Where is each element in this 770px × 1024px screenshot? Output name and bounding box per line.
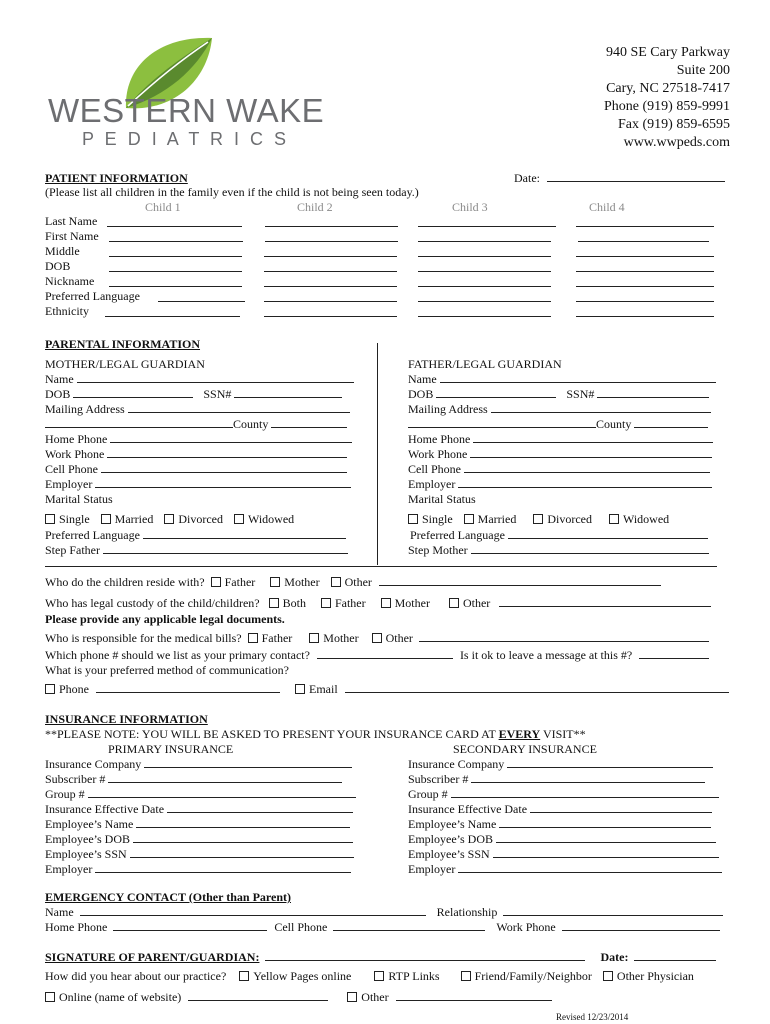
ssn-label: SSN# xyxy=(203,387,232,401)
patient-info-title: PATIENT INFORMATION xyxy=(45,171,188,185)
step-father-field[interactable] xyxy=(103,544,348,554)
father-single-checkbox[interactable] xyxy=(408,514,418,524)
field-label: Employee’s DOB xyxy=(408,832,493,846)
logo-sub: P E D I A T R I C S xyxy=(82,129,290,149)
ins-row xyxy=(408,847,728,862)
secondary-employee-ssn-field[interactable] xyxy=(493,848,719,858)
child-1-field[interactable] xyxy=(105,307,240,317)
field-label: Employer xyxy=(408,862,456,876)
comm-phone-field[interactable] xyxy=(96,683,280,693)
mother-home-phone-row xyxy=(45,432,360,447)
revised-date: Revised 12/23/2014 xyxy=(556,1012,629,1022)
ins-row xyxy=(408,817,728,832)
secondary-employee-dob-field[interactable] xyxy=(496,833,716,843)
secondary-company-field[interactable] xyxy=(507,758,713,768)
father-county-field[interactable] xyxy=(634,418,708,428)
child-2-field[interactable] xyxy=(264,247,397,257)
note-text: VISIT** xyxy=(540,727,586,741)
reside-other-field[interactable] xyxy=(379,576,661,586)
table-row xyxy=(45,259,735,274)
child-4-field[interactable] xyxy=(576,292,714,302)
option-label: Father xyxy=(334,596,366,610)
bills-mother-checkbox[interactable] xyxy=(309,633,319,643)
other-field[interactable] xyxy=(396,991,552,1001)
online-row xyxy=(45,990,552,1005)
primary-group-field[interactable] xyxy=(88,788,356,798)
cell-phone-label: Cell Phone xyxy=(274,920,328,934)
father-marital-options xyxy=(408,512,728,527)
secondary-effective-date-field[interactable] xyxy=(530,803,712,813)
mother-employer-field[interactable] xyxy=(95,478,351,488)
name-label: Name xyxy=(45,372,74,386)
child-3-field[interactable] xyxy=(418,277,551,287)
child-1-field[interactable] xyxy=(109,232,243,242)
hear-yellow-pages-checkbox[interactable] xyxy=(239,971,249,981)
note-text: **PLEASE NOTE: YOU WILL BE ASKED TO PRESENT YOUR INSURANCE CARD AT xyxy=(45,727,499,741)
father-name-row xyxy=(408,372,728,387)
mailing-label: Mailing Address xyxy=(45,402,125,416)
ssn-label: SSN# xyxy=(566,387,595,401)
address-line: 940 SE Cary Parkway xyxy=(605,45,730,60)
section-divider xyxy=(45,566,717,567)
hear-row xyxy=(45,969,694,984)
mother-single-checkbox[interactable] xyxy=(45,514,55,524)
primary-subscriber-field[interactable] xyxy=(108,773,342,783)
primary-employer-field[interactable] xyxy=(95,863,351,873)
primary-phone-row xyxy=(45,648,709,663)
child-4-header: Child 4 xyxy=(589,200,625,214)
reside-mother-checkbox[interactable] xyxy=(270,577,280,587)
cell-phone-label: Cell Phone xyxy=(45,462,98,476)
bills-row xyxy=(45,631,709,646)
mother-cell-phone-row xyxy=(45,462,360,477)
option-label: Both xyxy=(282,596,306,610)
communication-label: What is your preferred method of communication? xyxy=(45,663,289,677)
home-phone-label: Home Phone xyxy=(45,432,108,446)
option-label: Other xyxy=(385,631,413,645)
child-4-field[interactable] xyxy=(576,307,714,317)
option-label: Phone xyxy=(59,682,89,696)
reside-other-checkbox[interactable] xyxy=(331,577,341,587)
child-1-header: Child 1 xyxy=(145,200,181,214)
other-checkbox[interactable] xyxy=(347,992,357,1002)
option-label: Father xyxy=(224,575,256,589)
ins-row xyxy=(408,787,728,802)
mother-widowed-checkbox[interactable] xyxy=(234,514,244,524)
row-label: Nickname xyxy=(45,274,95,288)
ins-row xyxy=(45,817,365,832)
secondary-insurance-title: SECONDARY INSURANCE xyxy=(453,742,597,756)
child-2-header: Child 2 xyxy=(297,200,333,214)
mother-dob-row xyxy=(45,387,360,402)
mother-married-checkbox[interactable] xyxy=(101,514,111,524)
custody-father-checkbox[interactable] xyxy=(321,598,331,608)
father-employer-row xyxy=(408,477,728,492)
mother-title: MOTHER/LEGAL GUARDIAN xyxy=(45,357,205,371)
reside-row xyxy=(45,575,661,590)
work-phone-label: Work Phone xyxy=(45,447,105,461)
primary-phone-label: Which phone # should we list as your primary contact? xyxy=(45,648,310,662)
mother-section xyxy=(45,357,360,558)
county-label: County xyxy=(596,417,632,431)
father-work-phone-row xyxy=(408,447,728,462)
ins-row xyxy=(45,787,365,802)
name-label: Name xyxy=(45,905,74,919)
child-1-field[interactable] xyxy=(107,217,242,227)
logo xyxy=(44,34,325,154)
ins-row xyxy=(408,832,728,847)
custody-other-field[interactable] xyxy=(499,597,711,607)
child-4-field[interactable] xyxy=(576,277,714,287)
father-name-field[interactable] xyxy=(440,373,716,383)
mother-name-row xyxy=(45,372,360,387)
child-3-field[interactable] xyxy=(418,232,551,242)
emergency-work-phone-field[interactable] xyxy=(562,921,720,931)
child-3-field[interactable] xyxy=(418,217,556,227)
child-1-field[interactable] xyxy=(109,247,242,257)
parental-info-title: PARENTAL INFORMATION xyxy=(45,337,201,351)
primary-company-field[interactable] xyxy=(144,758,352,768)
father-divorced-checkbox[interactable] xyxy=(533,514,543,524)
table-row xyxy=(45,289,735,304)
option-label: Mother xyxy=(284,575,320,589)
child-4-field[interactable] xyxy=(576,262,714,272)
option-label: Divorced xyxy=(547,512,592,526)
child-3-field[interactable] xyxy=(418,262,551,272)
emergency-title: EMERGENCY CONTACT (Other than Parent) xyxy=(45,890,291,904)
patient-note: (Please list all children in the family even if the child is not being seen today.) xyxy=(45,185,419,199)
ins-row xyxy=(45,862,365,877)
bills-other-field[interactable] xyxy=(419,632,709,642)
father-widowed-checkbox[interactable] xyxy=(609,514,619,524)
mother-divorced-checkbox[interactable] xyxy=(164,514,174,524)
ins-row xyxy=(408,772,728,787)
ins-row xyxy=(408,862,728,877)
child-3-field[interactable] xyxy=(418,307,551,317)
pref-lang-label: Preferred Language xyxy=(410,528,505,542)
mother-cell-phone-field[interactable] xyxy=(101,463,347,473)
mother-county-field[interactable] xyxy=(271,418,347,428)
work-phone-label: Work Phone xyxy=(408,447,468,461)
address-website[interactable]: www.wwpeds.com xyxy=(623,135,730,150)
signature-field[interactable] xyxy=(265,951,585,961)
emergency-phone-row xyxy=(45,920,720,935)
mother-work-phone-field[interactable] xyxy=(107,448,347,458)
option-label: Married xyxy=(114,512,154,526)
child-1-field[interactable] xyxy=(109,277,242,287)
mother-lang-field[interactable] xyxy=(143,529,346,539)
mother-mailing-row xyxy=(45,402,360,417)
hear-rtp-links-checkbox[interactable] xyxy=(374,971,384,981)
option-label: Mother xyxy=(323,631,359,645)
field-label: Insurance Effective Date xyxy=(45,802,165,816)
signature-date-label: Date: xyxy=(600,950,629,964)
bills-label: Who is responsible for the medical bills? xyxy=(45,631,242,645)
mother-employer-row xyxy=(45,477,360,492)
option-label: Yellow Pages online xyxy=(253,969,352,983)
table-row xyxy=(45,244,735,259)
row-label: DOB xyxy=(45,259,71,273)
mother-county-row xyxy=(45,417,360,432)
home-phone-label: Home Phone xyxy=(408,432,471,446)
table-row xyxy=(45,214,735,229)
field-label: Insurance Company xyxy=(408,757,505,771)
custody-both-checkbox[interactable] xyxy=(269,598,279,608)
parent-divider-vertical xyxy=(377,343,378,565)
step-father-row xyxy=(45,543,360,558)
mother-lang-row xyxy=(45,528,360,543)
bills-other-checkbox[interactable] xyxy=(372,633,382,643)
child-4-field[interactable] xyxy=(576,217,714,227)
row-label: First Name xyxy=(45,229,99,243)
child-4-field[interactable] xyxy=(578,232,709,242)
secondary-insurance-section xyxy=(408,757,728,877)
option-label: Divorced xyxy=(178,512,223,526)
table-row xyxy=(45,304,735,319)
comm-phone-checkbox[interactable] xyxy=(45,684,55,694)
dob-label: DOB xyxy=(45,387,71,401)
child-2-field[interactable] xyxy=(264,307,397,317)
field-label: Employee’s Name xyxy=(45,817,134,831)
primary-effective-date-field[interactable] xyxy=(167,803,353,813)
father-title: FATHER/LEGAL GUARDIAN xyxy=(408,357,562,371)
comm-email-checkbox[interactable] xyxy=(295,684,305,694)
hear-other-physician-checkbox[interactable] xyxy=(603,971,613,981)
option-label: Married xyxy=(477,512,517,526)
primary-employee-ssn-field[interactable] xyxy=(130,848,354,858)
address-fax: Fax (919) 859-6595 xyxy=(618,117,730,132)
step-mother-label: Step Mother xyxy=(408,543,468,557)
signature-row xyxy=(45,950,716,965)
field-label: Group # xyxy=(45,787,85,801)
child-1-field[interactable] xyxy=(158,292,245,302)
child-1-field[interactable] xyxy=(109,262,242,272)
field-label: Employee’s Name xyxy=(408,817,497,831)
mother-work-phone-row xyxy=(45,447,360,462)
reside-label: Who do the children reside with? xyxy=(45,575,205,589)
secondary-group-field[interactable] xyxy=(451,788,719,798)
reside-father-checkbox[interactable] xyxy=(211,577,221,587)
mother-mailing-field[interactable] xyxy=(128,403,350,413)
option-label: Friend/Family/Neighbor xyxy=(474,969,592,983)
child-3-field[interactable] xyxy=(418,292,551,302)
mother-dob-field[interactable] xyxy=(73,388,193,398)
legal-docs-note: Please provide any applicable legal documents. xyxy=(45,612,285,626)
father-dob-field[interactable] xyxy=(436,388,556,398)
logo-name: WESTERN WAKE xyxy=(48,92,325,129)
field-label: Insurance Company xyxy=(45,757,142,771)
home-phone-label: Home Phone xyxy=(45,920,108,934)
date-row xyxy=(514,171,725,186)
mailing-label: Mailing Address xyxy=(408,402,488,416)
address-line: Cary, NC 27518-7417 xyxy=(606,81,730,96)
emergency-cell-phone-field[interactable] xyxy=(333,921,485,931)
child-2-field[interactable] xyxy=(264,277,397,287)
option-label: Other xyxy=(462,596,491,610)
father-city-field[interactable] xyxy=(408,418,596,428)
mother-marital-row: Marital Status xyxy=(45,492,113,506)
cell-phone-label: Cell Phone xyxy=(408,462,461,476)
mother-home-phone-field[interactable] xyxy=(110,433,352,443)
field-label: Group # xyxy=(408,787,448,801)
pref-lang-label: Preferred Language xyxy=(45,528,140,542)
ins-row xyxy=(45,802,365,817)
field-label: Employee’s SSN xyxy=(45,847,127,861)
secondary-employee-name-field[interactable] xyxy=(499,818,711,828)
table-row xyxy=(45,229,735,244)
mother-ssn-field[interactable] xyxy=(234,388,342,398)
ins-row xyxy=(45,772,365,787)
practice-address xyxy=(604,44,730,152)
step-mother-field[interactable] xyxy=(471,544,709,554)
emergency-relationship-field[interactable] xyxy=(503,906,723,916)
comm-email-field[interactable] xyxy=(345,683,729,693)
father-cell-phone-row xyxy=(408,462,728,477)
other-label: Other xyxy=(361,990,389,1004)
signature-date-field[interactable] xyxy=(634,951,716,961)
father-dob-row xyxy=(408,387,728,402)
child-2-field[interactable] xyxy=(264,262,397,272)
father-employer-field[interactable] xyxy=(458,478,712,488)
custody-other-checkbox[interactable] xyxy=(449,598,459,608)
insurance-title: INSURANCE INFORMATION xyxy=(45,712,208,726)
option-label: Widowed xyxy=(622,512,670,526)
ins-row xyxy=(45,847,365,862)
date-label: Date: xyxy=(514,171,540,185)
mother-city-field[interactable] xyxy=(45,418,233,428)
ins-row xyxy=(408,757,728,772)
father-cell-phone-field[interactable] xyxy=(464,463,710,473)
table-row xyxy=(45,274,735,289)
child-4-field[interactable] xyxy=(576,247,714,257)
note-every: EVERY xyxy=(498,727,541,741)
county-label: County xyxy=(233,417,269,431)
ins-row xyxy=(45,757,365,772)
dob-label: DOB xyxy=(408,387,434,401)
row-label: Middle xyxy=(45,244,80,258)
address-line: Suite 200 xyxy=(676,63,730,78)
father-mailing-field[interactable] xyxy=(491,403,711,413)
father-mailing-row xyxy=(408,402,728,417)
father-lang-field[interactable] xyxy=(508,529,708,539)
option-label: Email xyxy=(309,682,338,696)
option-label: Other Physician xyxy=(616,969,694,983)
row-label: Preferred Language xyxy=(45,289,140,303)
work-phone-label: Work Phone xyxy=(496,920,556,934)
online-checkbox[interactable] xyxy=(45,992,55,1002)
address-phone: Phone (919) 859-9991 xyxy=(604,99,730,114)
field-label: Subscriber # xyxy=(408,772,469,786)
custody-row xyxy=(45,596,711,611)
signature-label: SIGNATURE OF PARENT/GUARDIAN: xyxy=(45,950,260,964)
employer-label: Employer xyxy=(45,477,93,491)
primary-phone-field[interactable] xyxy=(317,649,453,659)
child-2-field[interactable] xyxy=(264,292,397,302)
father-home-phone-row xyxy=(408,432,728,447)
leave-message-field[interactable] xyxy=(639,649,709,659)
custody-mother-checkbox[interactable] xyxy=(381,598,391,608)
father-lang-row xyxy=(408,528,728,543)
field-label: Employee’s DOB xyxy=(45,832,130,846)
field-label: Employer xyxy=(45,862,93,876)
employer-label: Employer xyxy=(408,477,456,491)
row-label: Last Name xyxy=(45,214,98,228)
row-label: Ethnicity xyxy=(45,304,89,318)
online-website-field[interactable] xyxy=(188,991,328,1001)
communication-row xyxy=(45,682,729,697)
option-label: Single xyxy=(422,512,453,526)
custody-label: Who has legal custody of the child/children? xyxy=(45,596,260,610)
emergency-home-phone-field[interactable] xyxy=(113,921,267,931)
emergency-name-row xyxy=(45,905,723,920)
ins-row xyxy=(45,832,365,847)
field-label: Insurance Effective Date xyxy=(408,802,528,816)
primary-insurance-section xyxy=(45,757,365,877)
leave-message-label: Is it ok to leave a message at this #? xyxy=(459,648,633,662)
child-3-field[interactable] xyxy=(418,247,551,257)
father-marital-row: Marital Status xyxy=(408,492,476,506)
child-2-field[interactable] xyxy=(265,232,398,242)
option-label: Other xyxy=(344,575,372,589)
father-ssn-field[interactable] xyxy=(597,388,709,398)
primary-employee-name-field[interactable] xyxy=(136,818,350,828)
online-label: Online (name of website) xyxy=(59,990,182,1004)
father-work-phone-field[interactable] xyxy=(470,448,712,458)
step-mother-row xyxy=(408,543,728,558)
secondary-employer-field[interactable] xyxy=(458,863,722,873)
option-label: Father xyxy=(261,631,293,645)
option-label: Mother xyxy=(394,596,430,610)
mother-marital-options xyxy=(45,512,360,527)
child-3-header: Child 3 xyxy=(452,200,488,214)
child-2-field[interactable] xyxy=(265,217,398,227)
mother-name-field[interactable] xyxy=(77,373,354,383)
primary-insurance-title: PRIMARY INSURANCE xyxy=(108,742,234,756)
hear-friend-checkbox[interactable] xyxy=(461,971,471,981)
bills-father-checkbox[interactable] xyxy=(248,633,258,643)
insurance-note xyxy=(45,727,586,742)
date-field[interactable] xyxy=(547,172,725,182)
primary-employee-dob-field[interactable] xyxy=(133,833,353,843)
step-father-label: Step Father xyxy=(45,543,100,557)
option-label: RTP Links xyxy=(388,969,440,983)
hear-label: How did you hear about our practice? xyxy=(45,969,227,983)
father-section xyxy=(408,357,728,558)
ins-row xyxy=(408,802,728,817)
option-label: Single xyxy=(59,512,90,526)
relationship-label: Relationship xyxy=(436,905,498,919)
father-married-checkbox[interactable] xyxy=(464,514,474,524)
patient-table xyxy=(45,214,735,319)
secondary-subscriber-field[interactable] xyxy=(471,773,705,783)
name-label: Name xyxy=(408,372,437,386)
field-label: Subscriber # xyxy=(45,772,106,786)
emergency-name-field[interactable] xyxy=(80,906,426,916)
option-label: Widowed xyxy=(247,512,295,526)
field-label: Employee’s SSN xyxy=(408,847,490,861)
father-home-phone-field[interactable] xyxy=(473,433,713,443)
father-county-row xyxy=(408,417,728,432)
